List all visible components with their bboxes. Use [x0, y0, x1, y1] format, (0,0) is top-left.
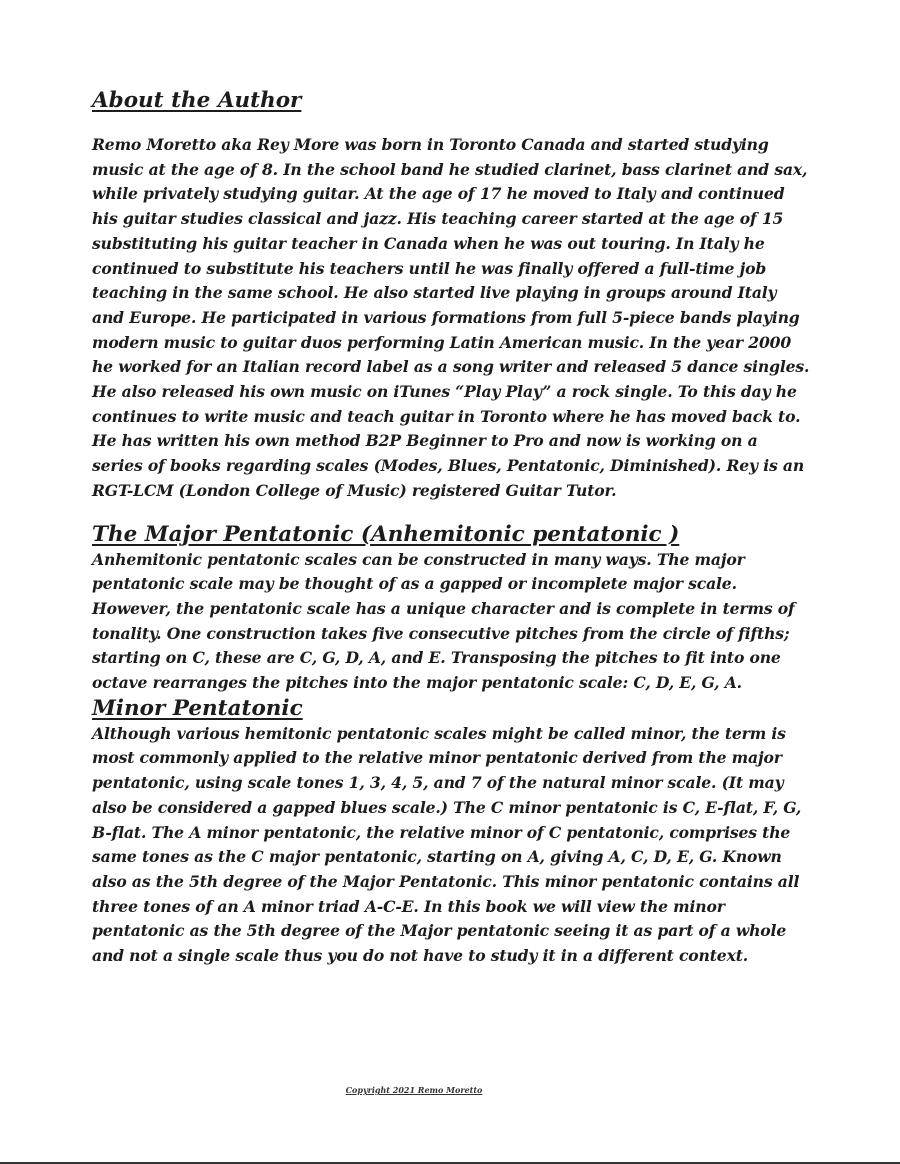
major-pentatonic-paragraph: Anhemitonic pentatonic scales can be constructed in many ways. The major pentatonic scale may be thought of as a gapped or incomplete major scale. However, the pentatonic scale has a unique character and is complete in terms of tonality. One construction takes five consecutive pitches from the circle of fifths; starting on C, these are C, G, D, A, and E. Transposing the pitches to fit into one octave rearranges the pitches into the major pentatonic scale: C, D, E, G, A.	[92, 549, 795, 693]
page-content	[92, 88, 812, 969]
minor-pentatonic-heading: Minor Pentatonic	[92, 695, 303, 721]
about-author-paragraph: Remo Moretto aka Rey More was born in Toronto Canada and started studying music at the age of 8. In the school band he studied clarinet, bass clarinet and sax, while privately studying guitar. At the age of 17 he moved to Italy and continued his guitar studies classical and jazz. His teaching career started at the age of 15 substituting his guitar teacher in Canada when he was out touring. In Italy he continued to substitute his teachers until he was finally offered a full-time job teaching in the same school. He also started live playing in groups around Italy and Europe. He participated in various formations from full 5-piece bands playing modern music to guitar duos performing Latin American music. In the year 2000 he worked for an Italian record label as a song writer and released 5 dance singles. He also released his own music on iTunes “Play Play” a rock single. To this day he continues to write music and teach guitar in Toronto where he has moved back to. He has written his own method B2P Beginner to Pro and now is working on a series of books regarding scales (Modes, Blues, Pentatonic, Diminished). Rey is an RGT-LCM (London College of Music) registered Guitar Tutor.	[92, 135, 810, 500]
about-author-heading: About the Author	[92, 88, 302, 113]
major-pentatonic-heading: The Major Pentatonic (Anhemitonic pentatonic )	[92, 521, 680, 547]
minor-pentatonic-paragraph: Although various hemitonic pentatonic scales might be called minor, the term is most commonly applied to the relative minor pentatonic derived from the major pentatonic, using scale tones 1, 3, 4, 5, and 7 of the natural minor scale. (It may also be considered a gapped blues scale.) The C minor pentatonic is C, E-flat, F, G, B-flat. The A minor pentatonic, the relative minor of C pentatonic, comprises the same tones as the C major pentatonic, starting on A, giving A, C, D, E, G. Known also as the 5th degree of the Major Pentatonic. This minor pentatonic contains all three tones of an A minor triad A-C-E. In this book we will view the minor pentatonic as the 5th degree of the Major pentatonic seeing it as part of a whole and not a single scale thus you do not have to study it in a different context.	[92, 723, 802, 966]
copyright-footer: Copyright 2021 Remo Moretto	[345, 1085, 483, 1095]
